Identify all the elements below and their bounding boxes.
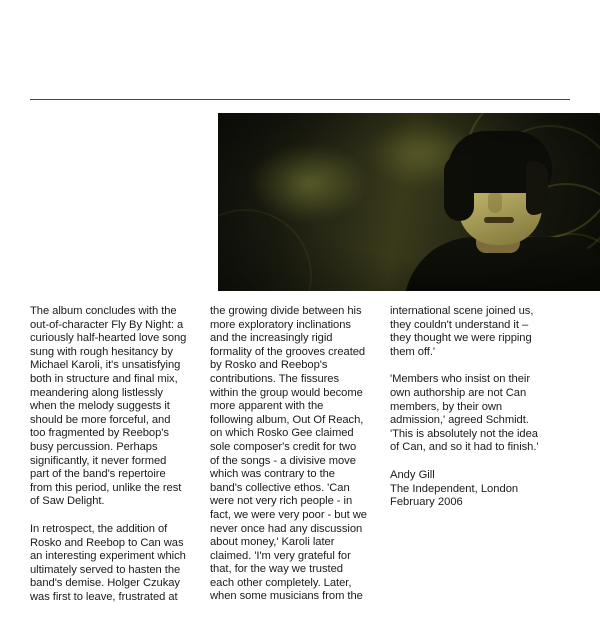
text-column-2 xyxy=(210,305,390,618)
paragraph: The album concludes with the out-of-character Fly By Night: a curiously half-hearted love song sung with rough hesitancy by Michael Karoli, it's unsatisfying both in structure and final mix, meandering along listlessly when the melody suggests it should be more forceful, and too fragmented by Reebop's busy percussion. Perhaps significantly, it never formed part of the band's repertoire from this period, unlike the rest of Saw Delight. xyxy=(30,305,187,508)
article-signature xyxy=(390,469,548,510)
text-column-3 xyxy=(390,305,570,618)
signature-date: February 2006 xyxy=(390,496,463,509)
horizontal-rule xyxy=(30,99,570,100)
portrait-photo xyxy=(218,113,600,291)
paragraph: international scene joined us, they couldn't understand it – they thought we were ripping them off.' xyxy=(390,305,534,358)
text-columns xyxy=(30,305,570,618)
signature-author: Andy Gill xyxy=(390,468,435,481)
paragraph: 'Members who insist on their own authorship are not Can members, by their own admission,' agreed Schmidt. 'This is absolutely not the idea of Can, and so it had to finish.' xyxy=(390,373,539,454)
signature-publication: The Independent, London xyxy=(390,482,519,495)
photo-vignette xyxy=(218,113,600,291)
text-column-1 xyxy=(30,305,210,618)
paragraph: In retrospect, the addition of Rosko and Reebop to Can was an interesting experiment which ultimately served to hasten the band's demise. Holger Czukay was first to leave, frustrated at xyxy=(30,522,186,603)
paragraph: the growing divide between his more exploratory inclinations and the increasingly rigid formality of the grooves created by Rosko and Reebop's contributions. The fissures within the group would become more apparent with the following album, Out Of Reach, on which Rosko Gee claimed sole composer's credit for two of the songs - a divisive move which was contrary to the band's collective ethos. 'Can were not very rich people - in fact, we were very poor - but we never once had any discussion about money,' Karoli later claimed. 'I'm very grateful for that, for the way we trusted each other completely. Later, when some musicians from the xyxy=(210,305,367,603)
